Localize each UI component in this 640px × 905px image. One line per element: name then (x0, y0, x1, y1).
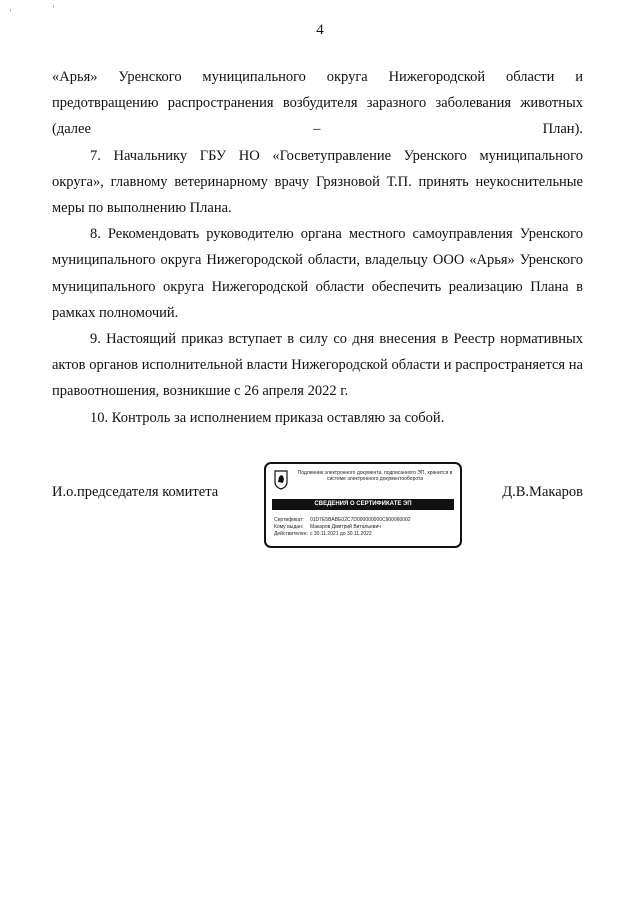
electronic-signature-stamp (264, 462, 462, 548)
certificate-label: Сертификат: (274, 517, 304, 523)
paragraph-item-10: 10. Контроль за исполнением приказа оставляю за собой. (90, 409, 445, 426)
owner-value: Макаров Дмитрий Витальевич (310, 524, 381, 530)
paragraph-continuation: «Арья» Уренского муниципального округа Нижегородской области и предотвращению распространения возбудителя заразного заболевания животных (далее – План). (52, 69, 583, 138)
stamp-header: СВЕДЕНИЯ О СЕРТИФИКАТЕ ЭП (272, 499, 454, 510)
coat-of-arms-icon (274, 470, 288, 490)
document-body (52, 64, 583, 431)
stamp-details (274, 517, 411, 538)
stamp-notice: Подлинник электронного документа, подписанного ЭП, хранится в системе электронного документооборота (297, 470, 453, 482)
signature-block (52, 462, 583, 552)
page-number: 4 (316, 22, 324, 38)
paragraph-item-9: 9. Настоящий приказ вступает в силу со дня внесения в Реестр нормативных актов органов исполнительной власти Нижегородской области и распространяется на правоотношения, возникшие с 26 апреля 2022 г. (52, 331, 583, 400)
paragraph-item-8: 8. Рекомендовать руководителю органа местного самоуправления Уренского муниципального округа Нижегородской области, владельцу ООО «Арья» Уренского муниципального округа Нижегородской области обеспечить реализацию Плана в рамках полномочий. (52, 226, 583, 321)
certificate-value: 01D7E5BABE02C7D000000000C900060002 (310, 517, 411, 523)
signer-name: Д.В.Макаров (502, 484, 583, 500)
valid-value: с 30.11.2021 до 30.11.2022 (310, 531, 372, 537)
scan-mark: ' (53, 4, 55, 13)
paragraph-item-7: 7. Начальнику ГБУ НО «Госветуправление Уренского муниципального округа», главному ветеринарному врачу Грязновой Т.П. принять неукоснительные меры по выполнению Плана. (52, 147, 583, 217)
owner-label: Кому выдан: (274, 524, 304, 530)
scan-mark: ' (10, 8, 12, 17)
signer-title: И.о.председателя комитета (52, 484, 219, 500)
valid-label: Действителен: (274, 531, 308, 537)
